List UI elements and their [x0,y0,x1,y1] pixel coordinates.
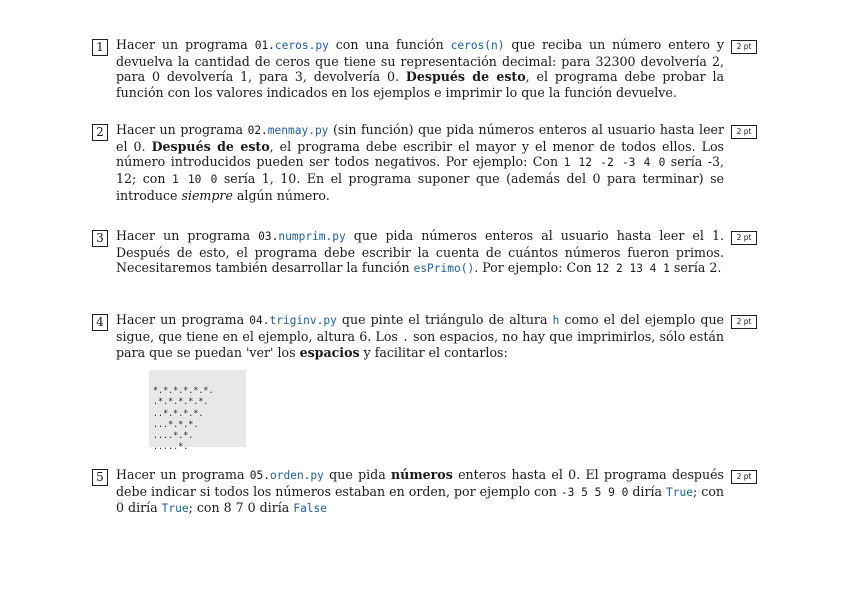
file-prefix: 05. [249,469,270,482]
exercise-number: 2 [92,124,108,141]
file-name: ceros.py [274,39,329,52]
triangle-line: .*.*.*.*.*. [153,396,209,407]
example-input: -3 5 5 9 0 [560,485,629,499]
exercise-number: 1 [92,39,108,56]
exercise-text: Hacer un programa 04.triginv.py que pinte el triángulo de altura h como el del ejemplo que sigue, que tiene en el ejemplo, altura 6. Los . son espacios, no hay que imprimirlos, sólo están para que se puedan 'ver' los espacios y facilitar el contarlos: [116,312,725,361]
exercise-text: Hacer un programa 03.numprim.py que pida números enteros al usuario hasta leer el 1. Después de esto, el programa debe escribir la cuenta de cuántos números fueron primos. Necesitaremos también desarrollar la función esPrimo(). Por ejemplo: Con 12 2 13 4 1 sería 2. [116,228,724,276]
file-prefix: 02. [247,124,268,137]
points-badge: 2 pt [731,125,757,139]
exercise-number: 4 [92,314,108,331]
keyword-true: True [161,502,189,516]
example-input: 1 10 0 [171,173,218,187]
triangle-example [149,370,246,452]
example-input: 12 2 13 4 1 [595,262,670,276]
file-name: numprim.py [278,230,346,243]
points-badge: 2 pt [731,470,757,484]
file-prefix: 03. [258,230,279,243]
exercise-1 [92,37,752,101]
triangle-line: .....*. [153,441,189,452]
points-badge: 2 pt [731,40,757,54]
keyword-true: True [666,485,693,499]
triangle-line: *.*.*.*.*.*. [153,385,214,396]
exercise-2 [92,122,752,204]
exercise-number: 5 [92,469,108,486]
exercise-number: 3 [92,230,108,247]
exercise-text: Hacer un programa 01.ceros.py con una función ceros(n) que reciba un número entero y devuelva la cantidad de ceros que tiene su representación decimal: para 32300 devolvería 2, para 0 devolvería 1, para 3, devolvería 0. Después de esto, el programa debe probar la función con los valores indicados en los ejemplos e imprimir lo que la función devuelve. [116,37,725,101]
triangle-line: ....*.*. [153,430,194,441]
keyword-false: False [293,502,328,516]
triangle-line: ..*.*.*.*. [153,407,204,418]
dot-symbol: . [402,330,409,344]
file-prefix: 01. [254,39,275,52]
points-badge: 2 pt [731,231,757,245]
function-name: esPrimo() [413,262,475,276]
example-input: 1 12 -2 -3 4 0 [563,156,666,170]
exercise-text: Hacer un programa 05.orden.py que pida números enteros hasta el 0. El programa después debe indicar si todos los números estaban en orden, por ejemplo con -3 5 5 9 0 diría True; con 0 diría True; con 8 7 0 diría False [116,467,725,516]
file-name: triginv.py [269,314,337,327]
triangle-line: ...*.*.*. [153,418,199,429]
file-name: menmay.py [267,124,329,137]
file-prefix: 04. [249,314,270,327]
file-name: orden.py [270,469,324,482]
exercise-5 [92,467,752,517]
exercise-3 [92,228,752,277]
exercise-text: Hacer un programa 02.menmay.py (sin función) que pida números enteros al usuario hasta leer el 0. Después de esto, el programa debe escribir el mayor y el menor de todos ellos. Los número introducidos pueden ser todos negativos. Por ejemplo: Con 1 12 -2 -3 4 0 sería -3, 12; con 1 10 0 sería 1, 10. En el programa suponer que (además del 0 para terminar) se introduce siempre algún número. [116,122,725,203]
exercise-4 [92,312,752,361]
function-name: ceros(n) [450,39,505,52]
variable-name: h [552,314,560,327]
points-badge: 2 pt [731,315,757,329]
